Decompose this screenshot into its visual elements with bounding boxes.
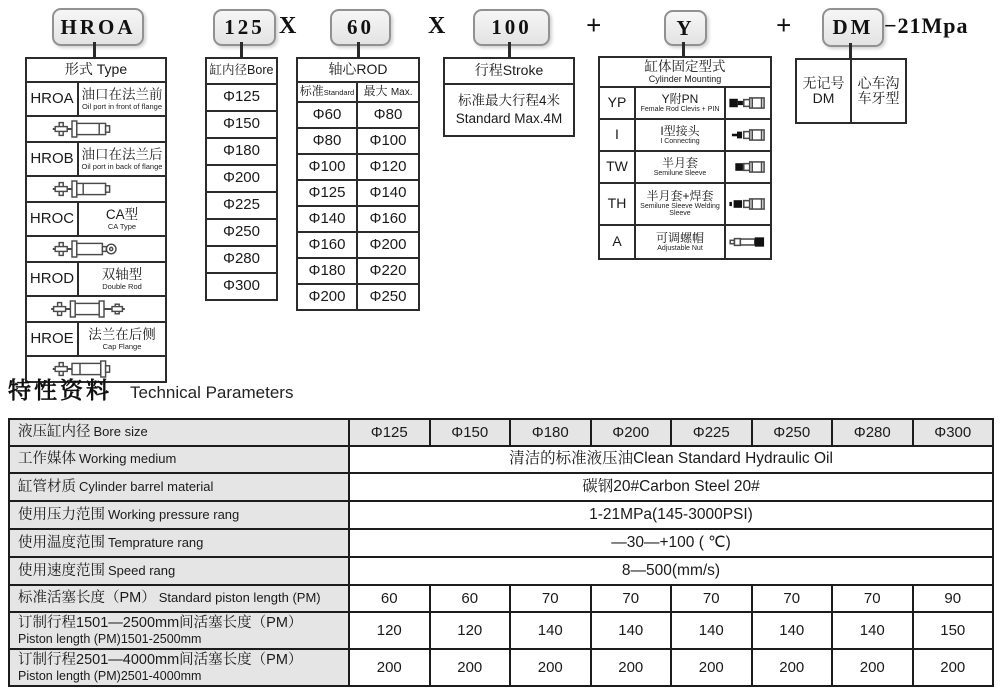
param-label: 使用速度范围 Speed rang	[9, 557, 349, 585]
semilune-sleeve-icon	[726, 159, 770, 175]
type-code: HROC	[26, 202, 78, 236]
type-desc: 双轴型 Double Rod	[78, 262, 166, 296]
param-label: 使用压力范围 Working pressure rang	[9, 501, 349, 529]
bore-value: Φ280	[206, 246, 277, 273]
barrel-material-row: 缸管材质 Cylinder barrel material 碳钢20#Carbon Steel 20#	[9, 473, 993, 501]
separator-plus2: +	[776, 10, 792, 40]
standard-piston-length-row: 标准活塞长度（PM） Standard piston length (PM) 60 60 70 70 70 70 70 90	[9, 585, 993, 612]
bore-value: Φ300	[206, 273, 277, 300]
param-label: 缸管材质 Cylinder barrel material	[9, 473, 349, 501]
bore-value: Φ125	[206, 84, 277, 111]
separator-x1: X	[279, 13, 297, 39]
cylinder-port-back-icon	[27, 178, 165, 200]
cylinder-ca-type-icon	[27, 238, 165, 260]
speed-range-row: 使用速度范围 Speed rang 8—500(mm/s)	[9, 557, 993, 585]
type-table-header: 形式 Type	[26, 58, 166, 82]
piston-length-2501-4000-row: 订制行程2501—4000mm间活塞长度（PM） Piston length (PM)2501-4000mm 200 200 200 200 200 200 200 200	[9, 649, 993, 686]
rod-max-header: 最大 Max.	[357, 82, 419, 102]
pressure-suffix: −21Mpa	[884, 13, 969, 38]
param-label: 订制行程1501—2500mm间活塞长度（PM） Piston length (PM)1501-2500mm	[9, 612, 349, 649]
connector-line	[682, 42, 685, 57]
type-desc: 油口在法兰后 Oil port in back of flange	[78, 142, 166, 176]
connector-line	[508, 42, 511, 58]
param-label: 订制行程2501—4000mm间活塞长度（PM） Piston length (PM)2501-4000mm	[9, 649, 349, 686]
temperature-range-row: 使用温度范围 Temprature rang —30—+100 ( ℃)	[9, 529, 993, 557]
connector-line	[357, 42, 360, 58]
type-code: HROA	[26, 82, 78, 116]
thread-no-mark-cell: 无记号 DM	[796, 59, 851, 123]
param-label: 使用温度范围 Temprature rang	[9, 529, 349, 557]
semilune-welding-sleeve-icon	[726, 196, 770, 212]
rod-standard-header: 标准Standard	[297, 82, 357, 102]
mounting-table-header: 缸体固定型式 Cylinder Mounting	[599, 57, 771, 87]
bore-value: Φ250	[206, 219, 277, 246]
i-connector-icon	[726, 127, 770, 143]
rod-table-header: 轴心ROD	[297, 58, 419, 82]
type-desc: 油口在法兰前 Oil port in front of flange	[78, 82, 166, 116]
rod-code-box: 60	[330, 9, 391, 46]
bore-value: Φ150	[206, 111, 277, 138]
piston-length-1501-2500-row: 订制行程1501—2500mm间活塞长度（PM） Piston length (PM)1501-2500mm 120 120 140 140 140 140 140 150	[9, 612, 993, 649]
rod-table: 轴心ROD 标准Standard 最大 Max. Φ60 Φ80 Φ80 Φ100 Φ100 Φ120 Φ125 Φ140 Φ140 Φ160 Φ160 Φ200 Φ180 Φ220 Φ200 Φ250	[296, 57, 420, 311]
bore-value: Φ225	[206, 192, 277, 219]
bore-code-box: 125	[213, 9, 276, 46]
mounting-code-box: Y	[664, 10, 707, 46]
section-heading	[8, 372, 293, 405]
type-desc: CA型 CA Type	[78, 202, 166, 236]
connector-line	[240, 42, 243, 58]
adjustable-nut-icon	[726, 234, 770, 250]
female-rod-clevis-pin-icon	[726, 95, 770, 111]
bore-value: Φ200	[206, 165, 277, 192]
param-label: 标准活塞长度（PM） Standard piston length (PM)	[9, 585, 349, 612]
bore-table-header: 缸内径Bore	[206, 58, 277, 84]
technical-parameters-table	[8, 418, 994, 687]
model-code-box: HROA	[52, 8, 144, 46]
separator-x2: X	[428, 13, 446, 39]
mounting-table: 缸体固定型式 Cylinder Mounting YP Y附PN Female Rod Clevis + PIN I I型接头 I Connecting TW 半月套 Semilune Sleeve TH 半月套+焊套 Semilune Sleeve Welding Sleeve A 可调螺帽 Adjustable Nut	[598, 56, 772, 260]
type-table	[25, 57, 167, 383]
thread-type-table	[795, 58, 907, 124]
thread-dm-cell: 心车沟 车牙型	[851, 59, 906, 123]
connector-line	[849, 43, 852, 59]
stroke-table	[443, 57, 575, 137]
bore-value: Φ180	[206, 138, 277, 165]
section-title-zh: 特性资料	[8, 378, 112, 403]
stroke-header: 行程Stroke	[444, 58, 574, 84]
cylinder-port-front-icon	[27, 118, 165, 140]
type-code: HROB	[26, 142, 78, 176]
pressure-range-row: 使用压力范围 Working pressure rang 1-21MPa(145-3000PSI)	[9, 501, 993, 529]
connector-line	[93, 42, 96, 58]
param-label: 液压缸内径 Bore size	[9, 419, 349, 446]
bore-size-row: 液压缸内径 Bore size Φ125 Φ150 Φ180 Φ200 Φ225 Φ250 Φ280 Φ300	[9, 419, 993, 446]
thread-code-box: DM	[822, 8, 884, 47]
working-medium-row: 工作媒体 Working medium 清洁的标准液压油Clean Standard Hydraulic Oil	[9, 446, 993, 473]
separator-plus1: +	[586, 10, 602, 40]
param-label: 工作媒体 Working medium	[9, 446, 349, 473]
type-code: HROE	[26, 322, 78, 356]
type-code: HROD	[26, 262, 78, 296]
section-title-en: Technical Parameters	[130, 383, 294, 402]
stroke-code-box: 100	[473, 9, 550, 46]
bore-table	[205, 57, 278, 301]
cylinder-double-rod-icon	[27, 298, 165, 320]
stroke-body: 标准最大行程4米 Standard Max.4M	[444, 84, 574, 136]
type-desc: 法兰在后侧 Cap Flange	[78, 322, 166, 356]
